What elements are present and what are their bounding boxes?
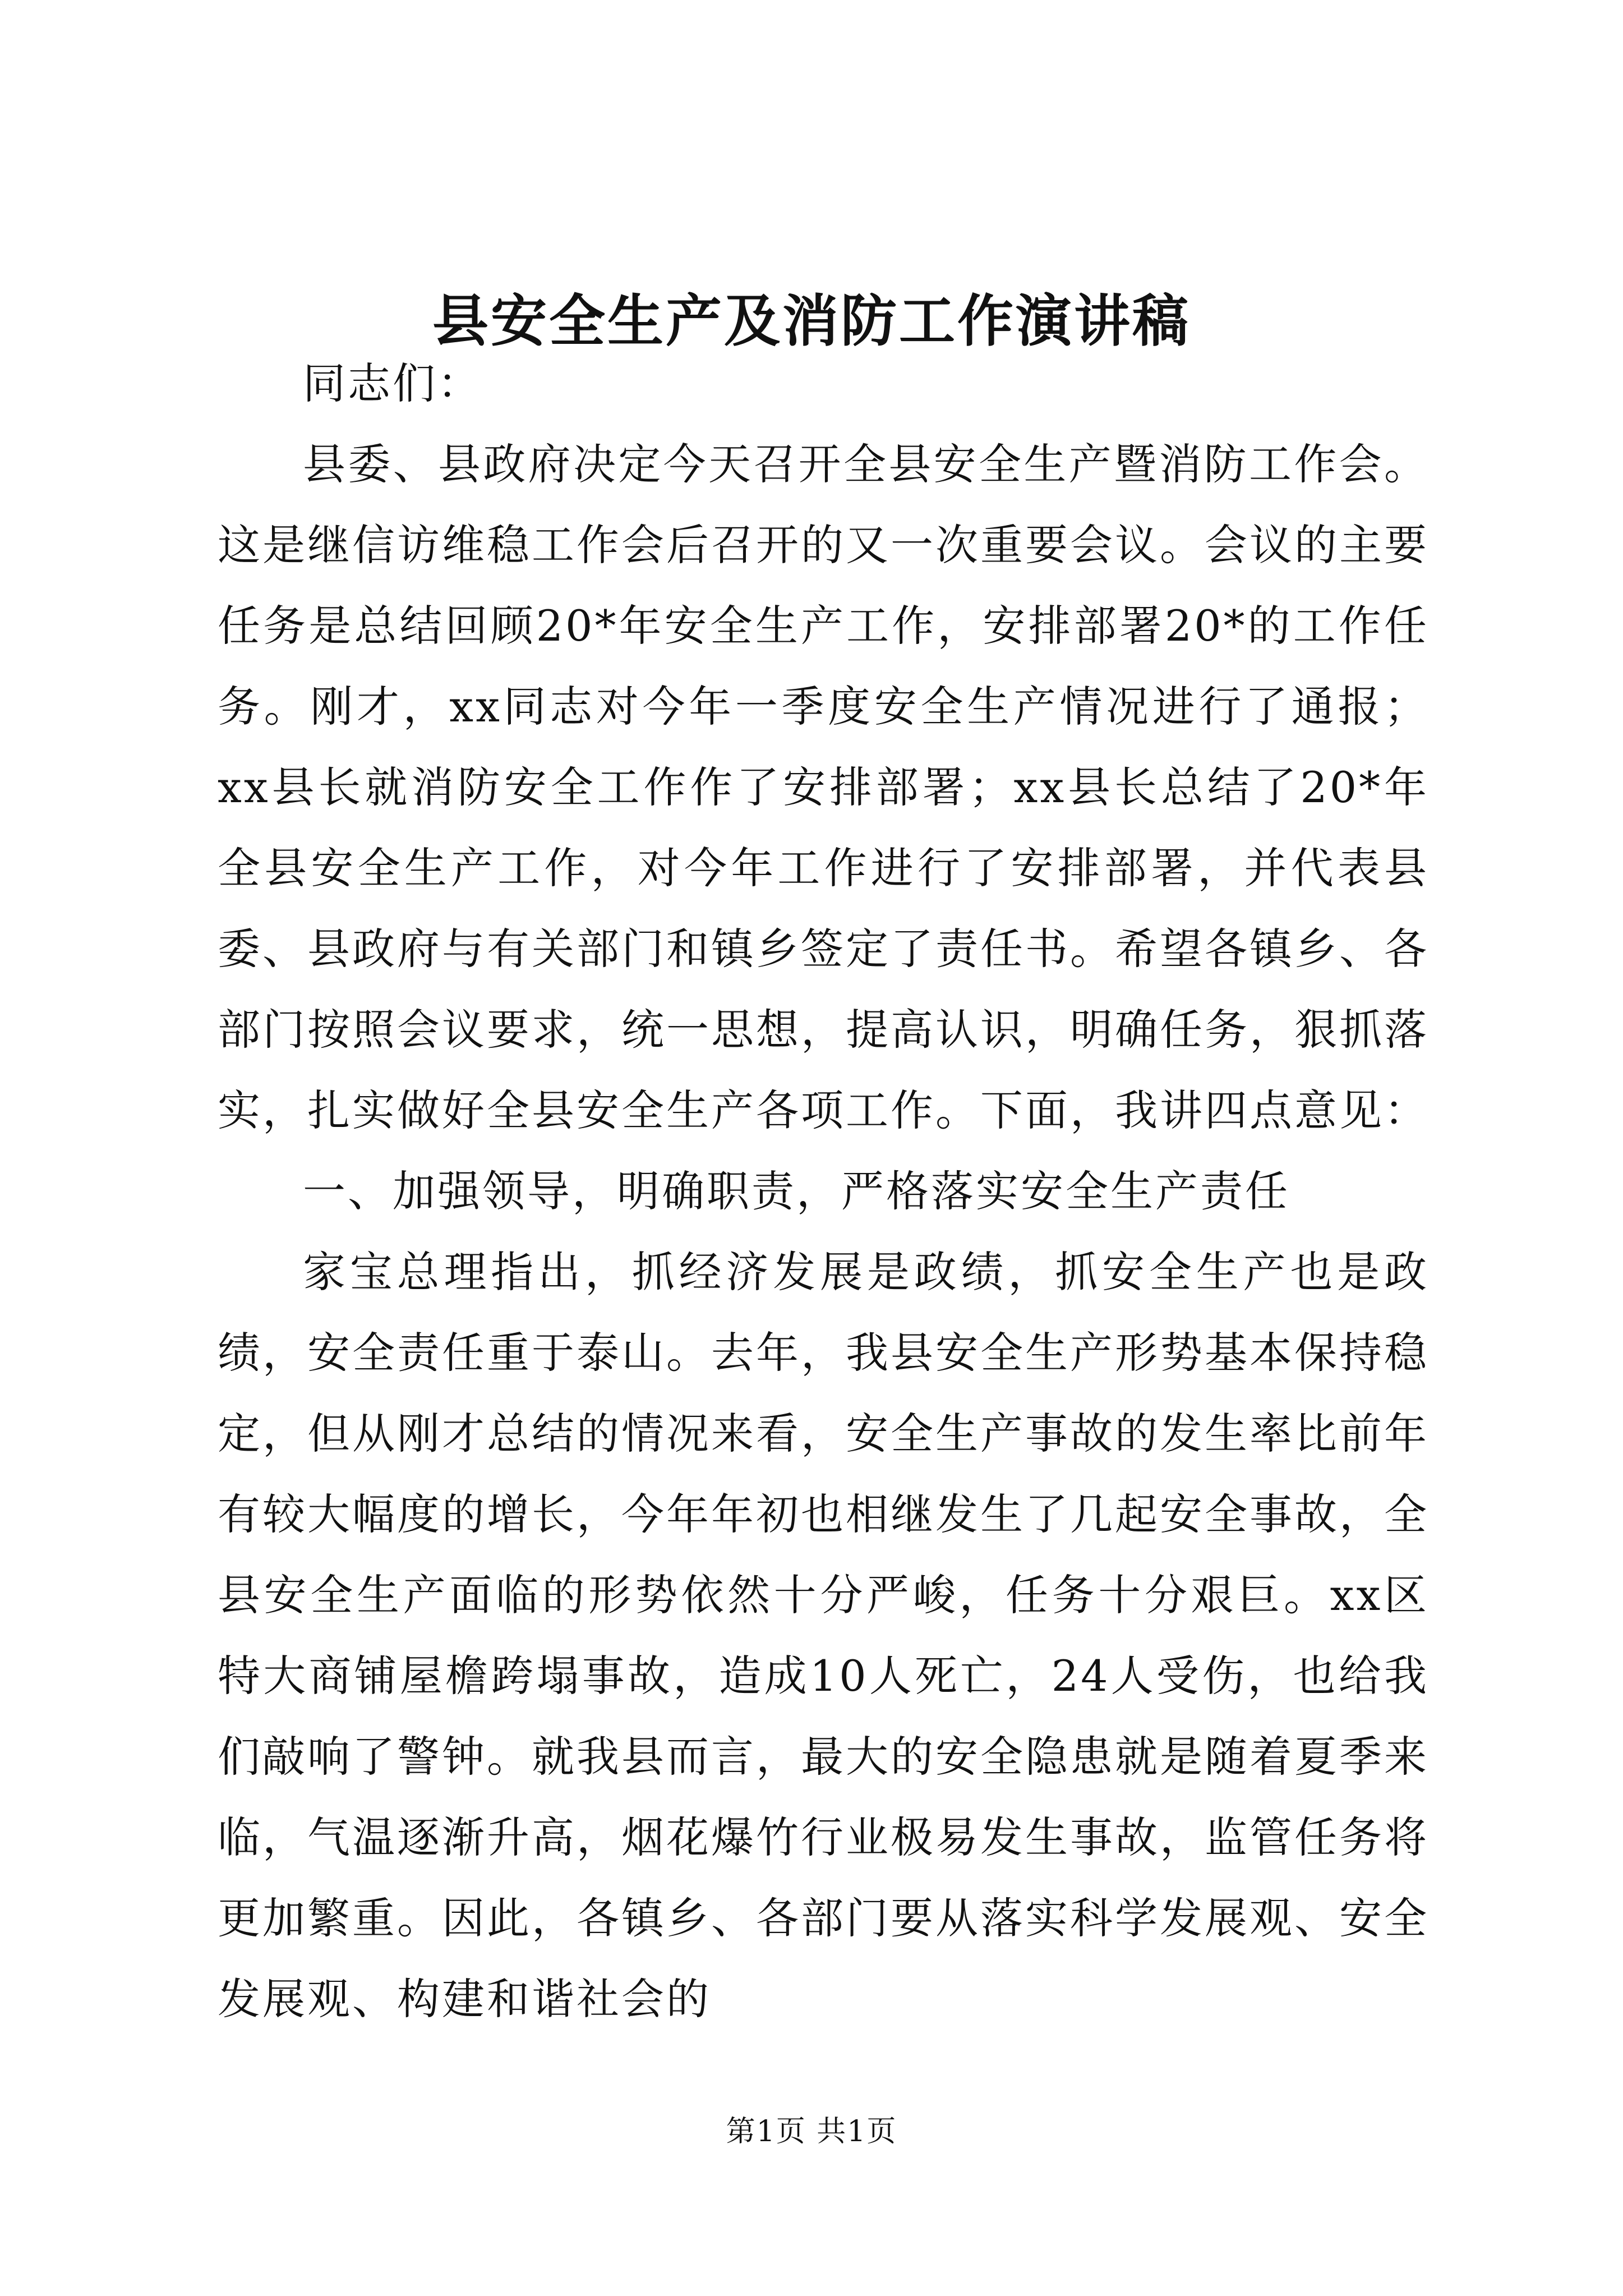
section-1-paragraph: 家宝总理指出，抓经济发展是政绩，抓安全生产也是政绩，安全责任重于泰山。去年，我县安全生产形势基本保持稳定，但从刚才总结的情况来看，安全生产事故的发生率比前年有较大幅度的增长，今年年初也相继发生了几起安全事故，全县安全生产面临的形势依然十分严峻，任务十分艰巨。xx区特大商铺屋檐跨塌事故，造成10人死亡，24人受伤，也给我们敲响了警钟。就我县而言，最大的安全隐患就是随着夏季来临，气温逐渐升高，烟花爆竹行业极易发生事故，监管任务将更加繁重。因此，各镇乡、各部门要从落实科学发展观、安全发展观、构建和谐社会的 <box>218 1247 1429 2024</box>
salutation-paragraph: 同志们： <box>303 358 482 408</box>
section-heading-1: 一、加强领导，明确职责，严格落实安全生产责任 <box>303 1166 1290 1216</box>
page-footer: 第1页 共1页 <box>726 2115 897 2148</box>
document-body <box>218 343 1429 2040</box>
document-title: 县安全生产及消防工作演讲稿 <box>432 288 1191 354</box>
intro-paragraph: 县委、县政府决定今天召开全县安全生产暨消防工作会。这是继信访维稳工作会后召开的又一次重要会议。会议的主要任务是总结回顾20*年安全生产工作，安排部署20*的工作任务。刚才，xx同志对今年一季度安全生产情况进行了通报；xx县长就消防安全工作作了安排部署；xx县长总结了20*年全县安全生产工作，对今年工作进行了安排部署，并代表县委、县政府与有关部门和镇乡签定了责任书。希望各镇乡、各部门按照会议要求，统一思想，提高认识，明确任务，狠抓落实，扎实做好全县安全生产各项工作。下面，我讲四点意见： <box>218 439 1429 1135</box>
